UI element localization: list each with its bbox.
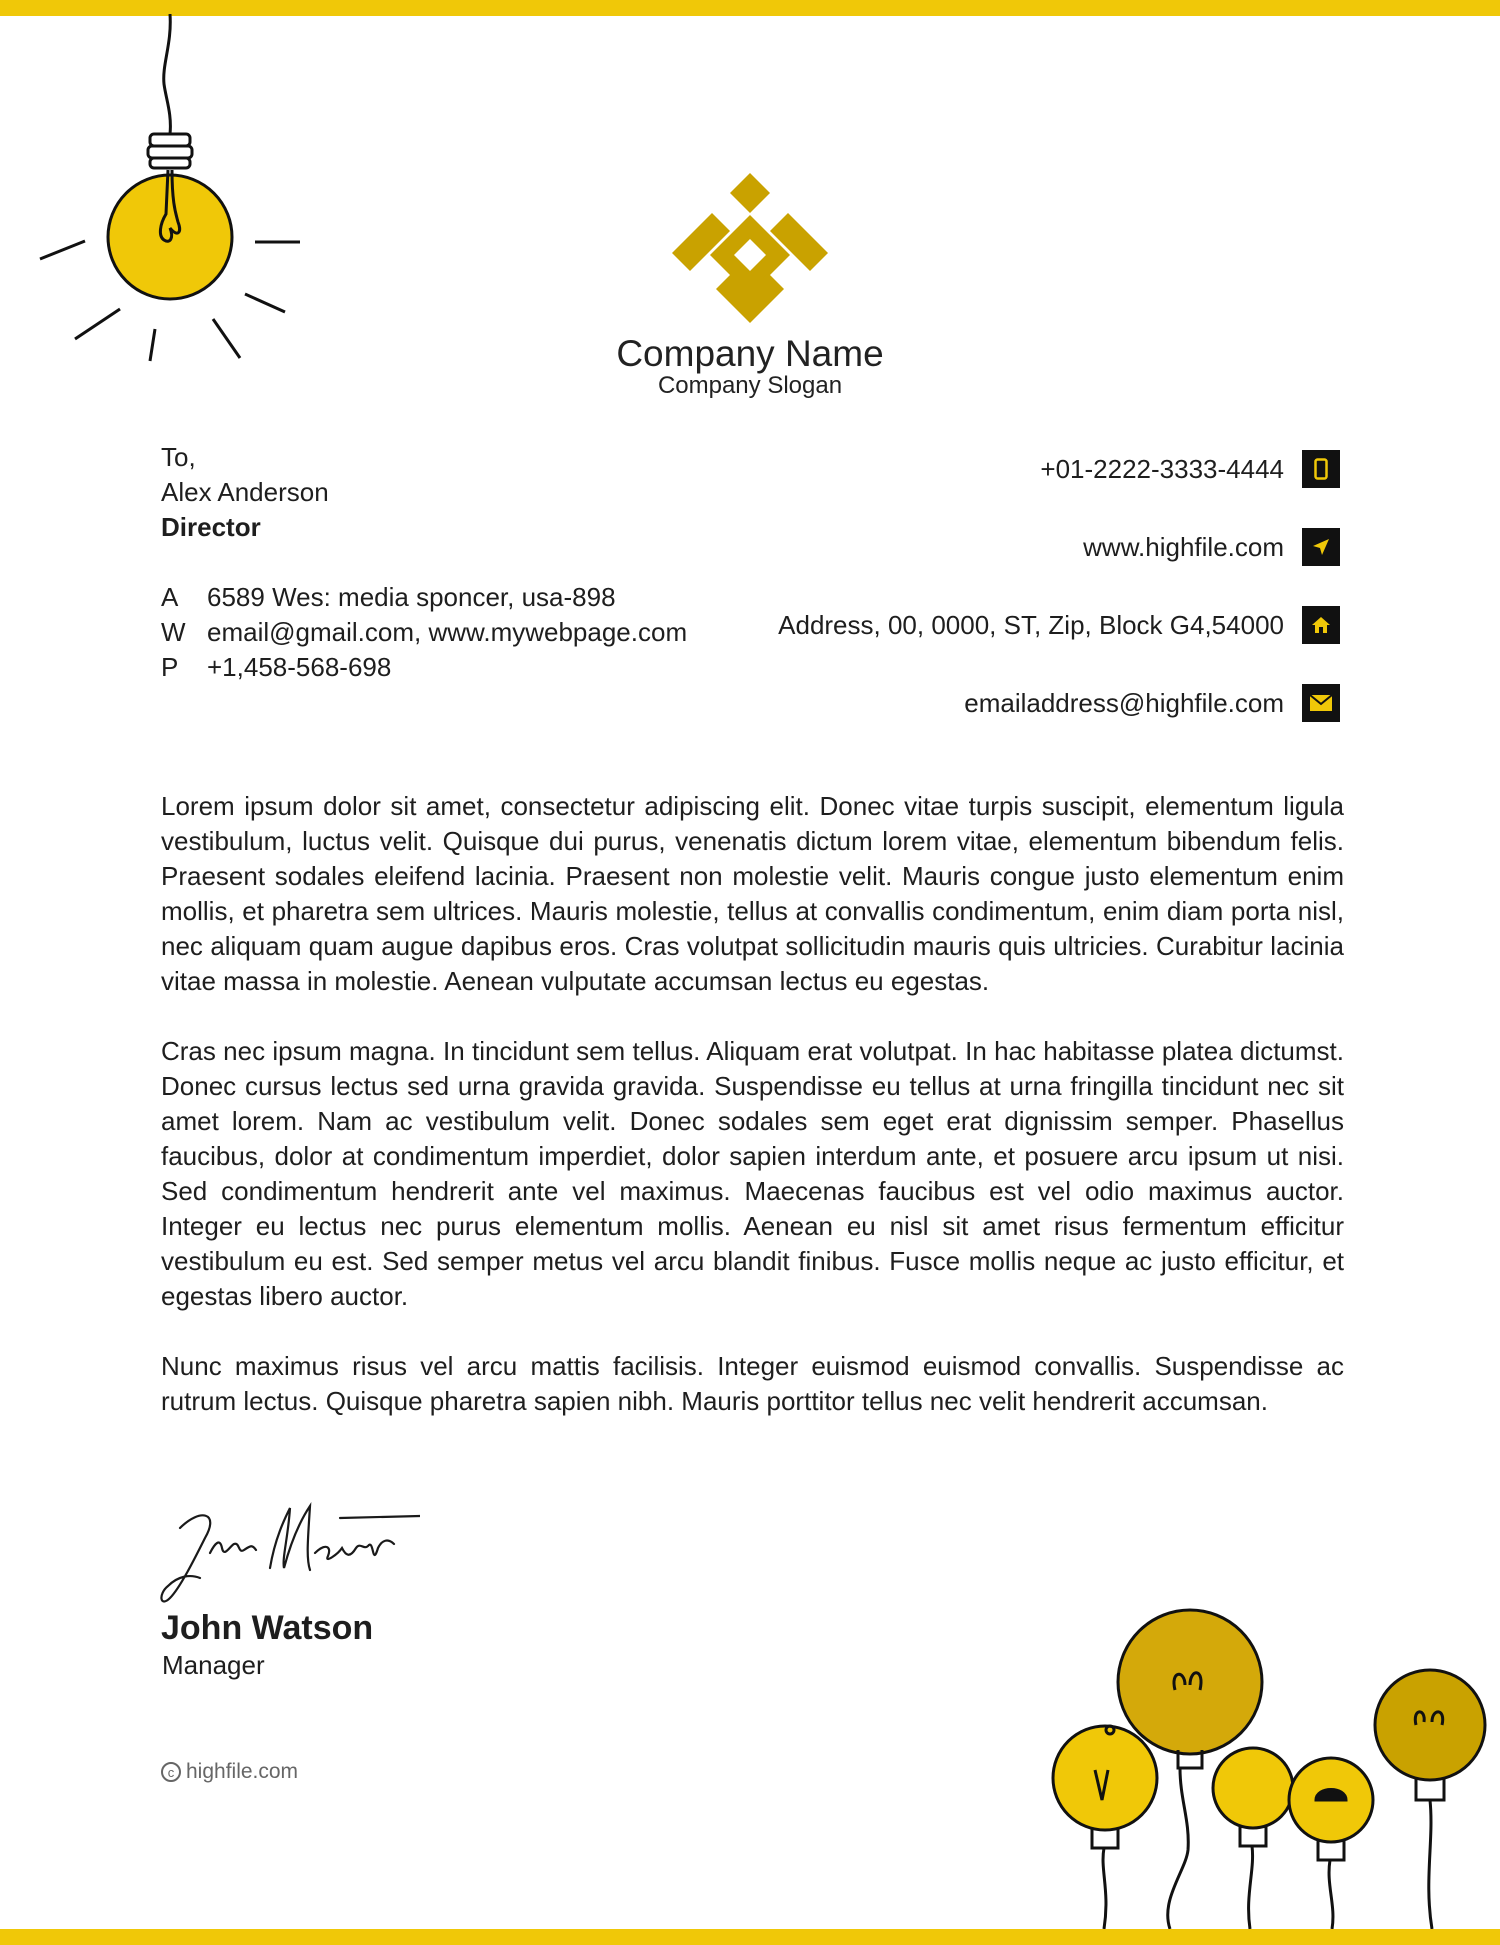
contact-address (778, 606, 1340, 644)
copyright-text: highfile.com (186, 1760, 299, 1783)
company-name: Company Name (616, 333, 884, 374)
recipient-info (161, 580, 687, 685)
info-row-phone (161, 650, 687, 685)
copyright-footer (161, 1760, 298, 1784)
phone-icon (1302, 450, 1340, 488)
contact-address-text: Address, 00, 0000, ST, Zip, Block G4,54000 (778, 609, 1284, 640)
bottom-accent-bar (0, 1929, 1500, 1945)
hanging-lightbulb-illustration (30, 14, 310, 364)
contact-email (778, 684, 1340, 722)
info-key: P (161, 652, 179, 682)
info-value: +1,458-568-698 (207, 652, 392, 682)
contact-phone (778, 450, 1340, 488)
info-value: email@gmail.com, www.mywebpage.com (207, 617, 688, 647)
info-row-address (161, 580, 687, 615)
lightbulb-cluster-illustration (1040, 1600, 1500, 1929)
info-row-web (161, 615, 687, 650)
company-slogan: Company Slogan (657, 372, 843, 399)
body-paragraph-2: Cras nec ipsum magna. In tincidunt sem tellus. Aliquam erat volutpat. In hac habitasse platea dictumst. Donec cursus lectus sed urna gravida gravida. Suspendisse eu tellus at urna fringilla tincidunt nec sit amet lorem. Nam ac vestibulum velit. Donec sodales sem eget erat dignissim semper. Phasellus faucibus, dolor at condimentum imperdiet, dolor sapien interdum ante, et posuere arcu ipsum ut nisi. Sed condimentum hendrerit ante vel maximus. Maecenas faucibus est vel odio maximus auctor. Integer eu lectus nec purus elementum mollis. Aenean eu nisl sit amet risus fermentum efficitur vestibulum eu est. Sed semper metus vel arcu blandit finibus. Fusce mollis neque ac justo efficitur, et egestas libero auctor. (161, 1036, 1344, 1311)
contact-phone-text: +01-2222-3333-4444 (1040, 453, 1284, 484)
company-logo (672, 173, 828, 325)
recipient-role: Director (161, 512, 261, 542)
recipient-salutation: To, (161, 442, 196, 472)
letter-body (161, 789, 1344, 1454)
info-key: A (161, 582, 179, 612)
contact-website (778, 528, 1340, 566)
mail-icon (1302, 684, 1340, 722)
contact-email-text: emailaddress@highfile.com (964, 687, 1284, 718)
sender-contacts (778, 450, 1340, 762)
recipient-block (161, 440, 329, 545)
signature-image (160, 1498, 420, 1618)
body-paragraph-1: Lorem ipsum dolor sit amet, consectetur adipiscing elit. Donec vitae turpis suscipit, elementum ligula vestibulum, luctus velit. Quisque dui purus, venenatis dictum lorem vitae, elementum bibendum felis. Praesent sodales eleifend lacinia. Praesent non molestie velit. Mauris congue justo elementum enim mollis, et pharetra sem ultrices. Mauris molestie, tellus at convallis condimentum, enim diam porta nisl, nec aliquam quam augue dapibus eros. Cras volutpat sollicitudin mauris quis ultricies. Curabitur lacinia vitae massa in molestie. Aenean vulputate accumsan lectus eu egestas. (161, 791, 1344, 996)
recipient-name: Alex Anderson (161, 477, 329, 507)
contact-website-text: www.highfile.com (1083, 531, 1284, 562)
send-icon (1302, 528, 1340, 566)
home-icon (1302, 606, 1340, 644)
body-paragraph-3: Nunc maximus risus vel arcu mattis facilisis. Integer euismod euismod convallis. Suspendisse ac rutrum lectus. Quisque pharetra sapien nibh. Mauris porttitor tellus nec velit hendrerit accumsan. (161, 1351, 1344, 1416)
copyright-icon: c (161, 1762, 181, 1782)
info-value: 6589 Wes: media sponcer, usa-898 (207, 582, 616, 612)
signer-title: Manager (162, 1650, 265, 1680)
signer-name: John Watson (161, 1609, 374, 1647)
info-key: W (161, 617, 186, 647)
